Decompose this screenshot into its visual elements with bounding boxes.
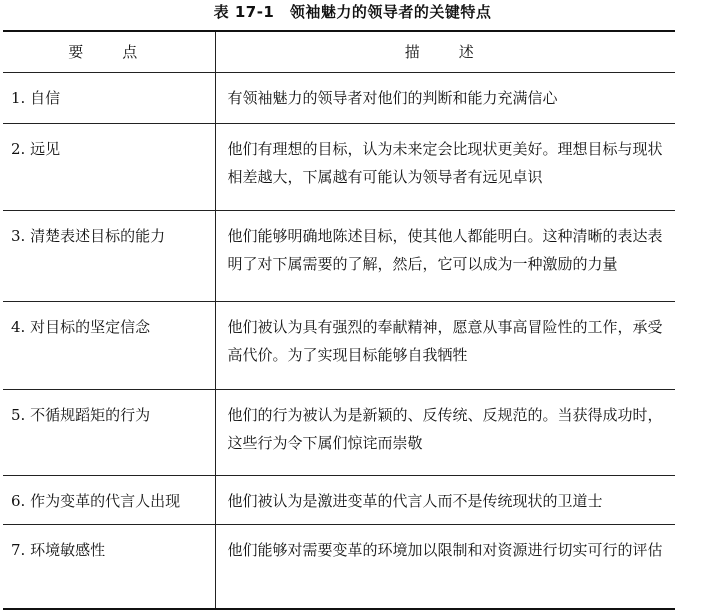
row-description: 他们能够明确地陈述目标，使其他人都能明白。这种清晰的表达表明了对下属需要的了解，然后，它可以成为一种激励的力量 xyxy=(215,211,675,302)
row-description: 他们的行为被认为是新颖的、反传统、反规范的。当获得成功时，这些行为令下属们惊诧而崇敬 xyxy=(215,390,675,476)
table-caption: 表 17-1 领袖魅力的领导者的关键特点 xyxy=(213,3,492,21)
row-description: 他们被认为是激进变革的代言人而不是传统现状的卫道士 xyxy=(215,476,675,525)
table-row xyxy=(3,476,675,525)
table-row xyxy=(3,302,675,390)
row-description: 有领袖魅力的领导者对他们的判断和能力充满信心 xyxy=(215,73,675,124)
table-row xyxy=(3,211,675,302)
header-key-points: 要 点 xyxy=(3,31,215,73)
row-point: 5. 不循规蹈矩的行为 xyxy=(3,390,215,476)
header-description: 描 述 xyxy=(215,31,675,73)
table-row xyxy=(3,73,675,124)
table-row xyxy=(3,525,675,610)
table-row xyxy=(3,390,675,476)
row-description: 他们有理想的目标，认为未来定会比现状更美好。理想目标与现状相差越大，下属越有可能认为领导者有远见卓识 xyxy=(215,124,675,211)
row-point: 7. 环境敏感性 xyxy=(3,525,215,610)
row-description: 他们被认为具有强烈的奉献精神，愿意从事高冒险性的工作，承受高代价。为了实现目标能够自我牺牲 xyxy=(215,302,675,390)
row-point: 3. 清楚表述目标的能力 xyxy=(3,211,215,302)
row-description: 他们能够对需要变革的环境加以限制和对资源进行切实可行的评估 xyxy=(215,525,675,610)
characteristics-table xyxy=(3,30,675,610)
table-row xyxy=(3,124,675,211)
row-point: 2. 远见 xyxy=(3,124,215,211)
table-header-row xyxy=(3,31,675,73)
row-point: 1. 自信 xyxy=(3,73,215,124)
row-point: 6. 作为变革的代言人出现 xyxy=(3,476,215,525)
row-point: 4. 对目标的坚定信念 xyxy=(3,302,215,390)
